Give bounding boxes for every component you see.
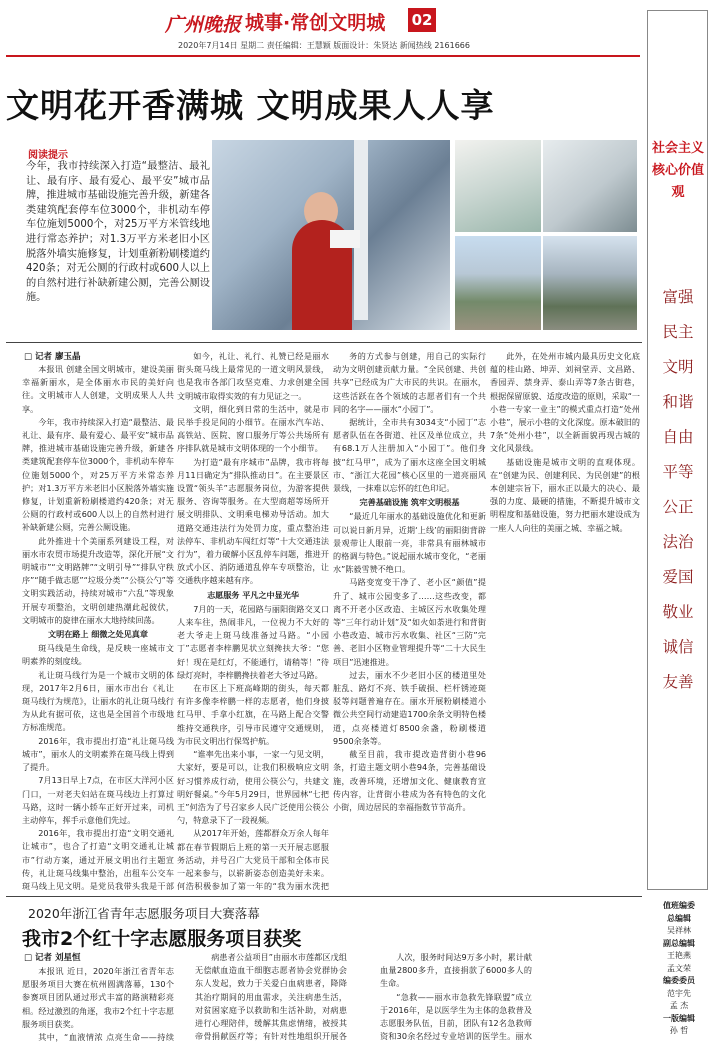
lead-label: 阅读提示 — [28, 150, 68, 161]
article2-column-1: 本报讯 近日，2020年浙江省青年志愿服务项目大赛在杭州圆满落幕，130个参赛项目团队通过形式丰富的路演精彩亮相。经过激烈的角逐，我市2个红十字志愿服务项目获奖。 其中，“血液情浓 点亮生命——持续 — [22, 966, 174, 1043]
subheading: 志愿服务 平凡之中显光华 — [207, 589, 299, 600]
value-item: 爱国 — [662, 568, 694, 586]
photo-buildings — [455, 236, 541, 330]
byline: □ 记者 廖玉晶 — [24, 352, 81, 362]
value-item: 法治 — [662, 533, 694, 551]
value-item: 民主 — [662, 323, 694, 341]
value-item: 和谐 — [662, 393, 694, 411]
article2-headline: 我市2个红十字志愿服务项目获奖 — [22, 928, 302, 950]
value-item: 公正 — [662, 498, 694, 516]
article-column-4: 此外，在处州市城内最具历史文化底蕴的桂山路、坤弄、刘祠堂弄、文昌路、香园弄、禁身弄、泰山弄等7条古街巷，根据保留原貌、适度改造的原则，采取“一小巷一专家一业主”的模式重点打造“处州小巷”，展示小巷的文化深度。原本破旧的7条“处州小巷”，以全新面貌再现古城的文化风景线。 基础设施是城市文明的直观体现。在“创建为民、创建利民、为民创建”的根本创建宗旨下，丽水正以最大的决心、最强的力度、最硬的措施，不断提升城市文明程度和基础设施，努力把丽水建设成为一座人人向往的美丽之城、幸福之城。 — [490, 351, 640, 533]
value-item: 平等 — [662, 463, 694, 481]
value-item: 文明 — [662, 358, 694, 376]
article-column-3: 务的方式参与创建，用自己的实际行动为文明创建贡献力量。“全民创建、共创共享”已经成为广大市民的共识。在丽水，这些活跃在各个领域的志愿者们有一个共同的名字——丽水“小园丁”。 据统计，全市共有3034支“小园丁”志愿者队伍在各街道、社区及单位成立，共有68.1万人注册加入“小园丁”。他们身披“红马甲”，成为了丽水这座全国文明城市、“浙江大花园”核心区里的一道亮丽风景线，一抹难以忘怀的红色印记。 完善基础设施 筑牢文明根基 “最近几年丽水的基础设施优化和更新可以说日新月异，近期‘上线’的丽阳街背辟景观带让人眼前一亮，非常具有丽林城市的格调与特色。”说起丽水城市变化，“老丽水”陈毅雪赞不绝口。 马路变宽变干净了、老小区“颜值”提升了、城市公园变多了……这些改变，都离不开老小区改造、主城区污水收集处理等“三年行动计划”及“如火如荼进行和背街小巷改造、城市污水收集、社区“三防”完善、老旧小区物业管理提升等“二十大民生项目”迅速推进。 过去，丽水不少老旧小区的楼道里处脏乱、路灯不亮、铁手破损、栏杆锈迹斑驳等问题普遍存在。丽水开展粉刷楼道小微公共空间行动建造1700余条文明特色楼道，点亮楼道灯8500余盏，粉刷楼道9500余条等。 截至目前，我市提改造背街小巷96条，打造主题文明小巷94条，完善基础设施，改善环境，还增加文化、健康教育宣传内容，让背街小巷成为各有特色的文化小街，周边居民的幸福指数节节高升。 — [333, 351, 486, 812]
masthead-info: 2020年7月14日 星期二 责任编辑：王慧颖 版面设计：朱贤达 新闻热线 2161666 — [178, 41, 470, 50]
value-item: 诚信 — [662, 638, 694, 656]
photo-queue — [543, 140, 637, 232]
value-item: 友善 — [662, 673, 694, 691]
editor-credits: 值班编委 总编辑 吴祥林 副总编辑 王艳燕 孟文荣 编委委员 范宇先 孟 杰 一版编辑 孙 哲 — [663, 901, 695, 1035]
lead-summary: 今年，我市持续深入打造“最整洁、最礼让、最有序、最有爱心、最平安”城市品牌，推进城市基础设施完善升级，新建各类建筑配套停车位3000个，非机动车停车位施划5000个，对25万平方米管线地进行常态养护；对1.3万平方米老旧小区脱落外墙实施修复，计划重新粉刷楼道约420条；对无公厕的行政村或600人以上的自然村进行补缺新建公厕，完善公厕设施。 — [26, 161, 210, 304]
divider — [6, 896, 642, 897]
sidebar-title: 社会主义核心价值观 — [652, 141, 705, 200]
value-item: 自由 — [662, 428, 694, 446]
masthead — [0, 0, 642, 60]
main-photo — [212, 140, 450, 330]
value-item: 富强 — [662, 288, 694, 306]
brand-logo: 广州晚报 — [165, 14, 242, 36]
article2-subtitle: 2020年浙江省青年志愿服务项目大赛落幕 — [28, 906, 260, 921]
article-column-1: 本报讯 创建全国文明城市，建设美丽幸福新丽水，是全体丽水市民的美好向往。文明城市人人创建，文明成果人人共享。 今年，我市持续深入打造“最整洁、最礼让、最有序、最有爱心、最平安”城市品牌，推进城市基础设施完善升级，新建各类建筑配套停车位3000个，非机动车停车位施划5000个，对25万平方米常态养护；对1.3万平方米老旧小区脱落外墙实施修复，计划重新粉刷楼道约420条；对无公厕的行政村或600人以上的自然村进行补缺新建公厕，完善公厕设施。 此外推进十个美丽系列建设工程，对丽水市农贸市场提升改造等，深化开展“文明城市”“文明路牌”“文明引导”“排队守秩序”“随手做志愿”“垃圾分类”“公筷公勺”等文明实践活动，持续对城市“六乱”等现象开展专项整治，文明创建热潮此起彼伏，文明城市的旋律在丽水大地持续回荡。 文明在路上 细微之处见真章 斑马线是生命线，是反映一座城市文明素养的刻度线。 礼让斑马线行为是一个城市文明的体现，2017年2月6日，丽水市出台《礼让斑马线行为规范》，让丽水的礼让斑马线行为从此有据可依，这也是全国首个市级地方标准规范。 2016年，我市提出打造“礼让斑马线城市”，丽水人的文明素养在斑马线上得到了提升。 7月13日早上7点，在市区大洋河小区门口，一对老夫妇站在斑马线边上打算过马路，这时一辆小轿车正好开过来，司机主动停车，挥手示意他们先过。 2016年，我市提出打造“文明交通礼让城市”，也合了打造“文明交通礼让城市”行动方案，通过开展文明出行主题宣传，礼让斑马线集中整治，出租车公交车斑马线上见文明。是党员我带头我是干部 — [22, 364, 174, 891]
value-item: 敬业 — [662, 603, 694, 621]
byline: □ 记者 刘星恒 — [24, 953, 81, 963]
article-column-2: 如今，礼让、礼行、礼赞已经是丽水街头斑马线上最常见的一道文明风景线，也是我市各部门攻坚克难、力求创建全国文明城市取得实效的有力见证之一。 文明，细化到日常的生活中，就是市民举手投足间的小细节。在丽水汽车站、高铁站、医院、窗口服务厅等公共场所有序排队就是城市文明体现的一个小细节。 为打造“最有序城市”品牌，我市将每月11日确定为“排队推动日”。在主要景区设置“领头羊”志愿服务岗位，为游客提供服务、咨询等服务。在大型商超等场所开展文明排队、文明乘电梯劝导活动。加大道路交通违法行为处罚力度，重点整治违法停车、非机动车闯红灯等“十大交通违法行为”，着力破解小区乱停车问题，推进开放式小区、消防通道乱停车专项整治，让交通秩序越来越有序。 志愿服务 平凡之中显光华 7月的一天，花园路与丽阳街路交叉口人来车往，热闹非凡，一位视力不大好的老大爷走上斑马线准备过马路。“小园丁”志愿者李梓鹏见状立刻搀扶大爷：“您好！现在是红灯，不能通行，请稍等！”待绿灯亮时，李梓鹏搀扶着老大爷过马路。 在市区上下班高峰期的街头，每天都有许多像李梓鹏一样的志愿者，他们身披红马甲、手拿小红旗，在马路上配合交警维持交通秩序，引导市民遵守交通规则，为市民文明出行保驾护航。 “谁率先出来小事，一家一勺见文明，大家好，要是可以，让我们积极响应文明好习惯养成行动，使用公筷公勺，共建文明好餐桌。”今年5月29日，世界园林“七把王”何浩为了号召家乡人民广泛使用公筷公勺，特意录下了一段视频。 从2017年开始，莲都群众万余人每年都在春节假期后上班的第一天开展志愿服务活动，并号召广大党员干部和全体市民一起来参与，以崭新姿态创造美好未来。何浩积极参加了第一年的“我为丽水洗把 — [177, 351, 329, 892]
divider — [6, 342, 642, 343]
section-title: 城事·常创文明城 — [245, 12, 386, 34]
article2-column-2: 病患者公益项目”由丽水市莲都区戊组无偿献血造血干细胞志愿者协会党群协会东人发起，致力于关爱白血病患者，降降其治疗期间的用血需求，关注病患生活，对贫困家庭予以救助和生活补助，对病患进行心理陪伴，缓解其焦虑情绪，被授其帝骨捐献医疗等；有针对性地组织开展各 — [195, 952, 347, 1042]
photo-cityscape — [543, 236, 637, 330]
masthead-rule — [6, 55, 640, 57]
subheading: 文明在路上 细微之处见真章 — [48, 629, 148, 640]
page-number: 02 — [408, 8, 436, 32]
main-headline: 文明花开香满城 文明成果人人享 — [6, 86, 495, 125]
core-values-list — [652, 280, 704, 700]
photo-street-volunteers — [455, 140, 541, 232]
article2-column-3: 人次，服务时间达9万多小时，累计献血量2800多升，直接捐款了6000多人的生命。 “急救——丽水市急救先锋联盟”成立于2016年，是以医学生为主体的急救普及志愿服务队伍，目前，团队有12名急救师资和30余名经过专业培训的医学生。丽水 — [380, 952, 532, 1042]
subheading: 完善基础设施 筑牢文明根基 — [359, 497, 460, 508]
